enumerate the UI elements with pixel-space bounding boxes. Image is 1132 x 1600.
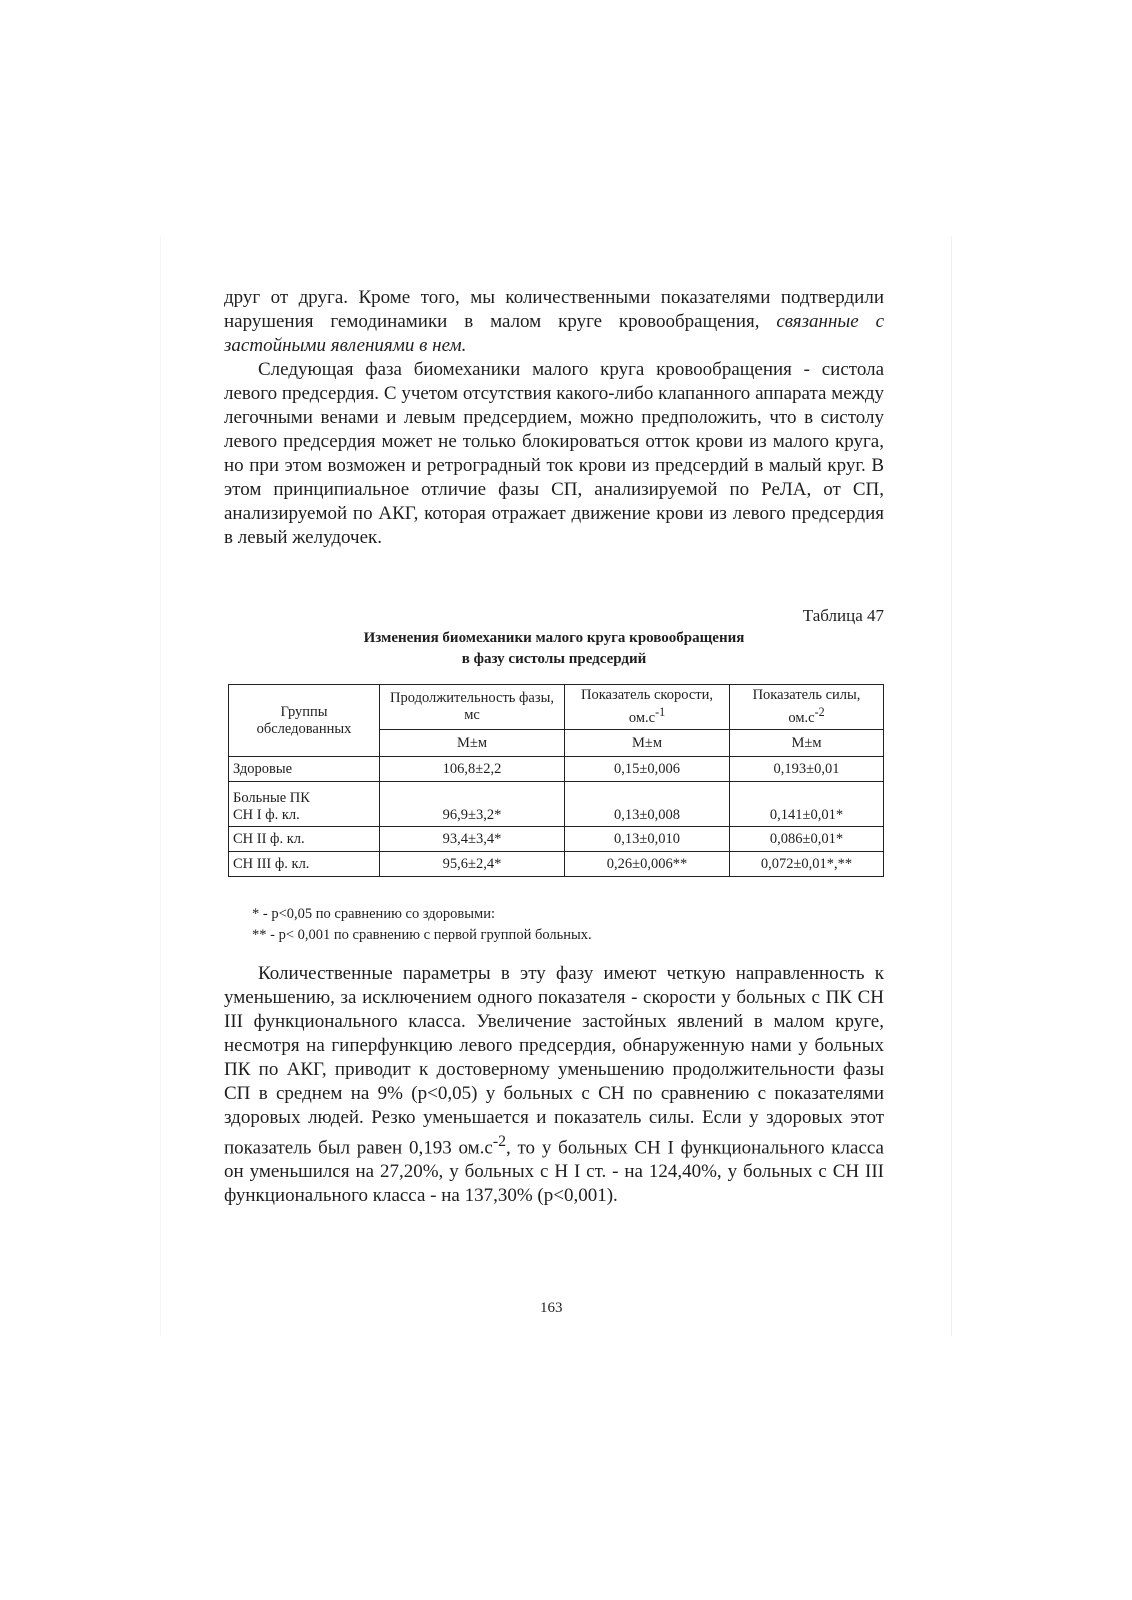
header-speed-sup: -1 bbox=[655, 705, 666, 720]
table-row bbox=[229, 757, 884, 782]
cell-force: 0,141±0,01* bbox=[730, 782, 884, 827]
table-number: Таблица 47 bbox=[802, 606, 884, 625]
cell-force: 0,072±0,01*,** bbox=[730, 852, 884, 877]
header-force-text: Показатель силы, ом.с bbox=[752, 687, 861, 726]
stat-label-3: M±м bbox=[730, 730, 884, 757]
cell-speed: 0,26±0,006** bbox=[565, 852, 730, 877]
page-number: 163 bbox=[540, 1300, 563, 1316]
paragraph-1 bbox=[224, 286, 884, 358]
paragraph-1-italic-text: связанные с застойными явлениями в нем. bbox=[224, 311, 884, 356]
cell-duration: 93,4±3,4* bbox=[380, 827, 565, 852]
header-speed-text: Показатель скорости, ом.с bbox=[580, 687, 714, 726]
paragraph-3-text-b: , то у больных СН I функционального класса он уменьшился на 27,20%, у больных с Н I ст. - на 124,40%, у больных с СН III функционального класса - на 137,30% (p<0,001). bbox=[224, 1137, 884, 1207]
row-label-line-1: Больные ПК bbox=[233, 790, 310, 806]
paragraph-2: Следующая фаза биомеханики малого круга кровообращения - систола левого предсердия. С учетом отсутствия какого-либо клапанного аппарата между легочными венами и левым предсердием, можно предположить, что в систолу левого предсердия может не только блокироваться отток крови из малого круга, но при этом возможен и ретроградный ток крови из предсердий в малый круг. В этом принципиальное отличие фазы СП, анализируемой по РеЛА, от СП, анализируемой по АКГ, которая отражает движение крови из левого предсердия в левый желудочек. bbox=[224, 359, 884, 548]
cell-speed: 0,13±0,008 bbox=[565, 782, 730, 827]
table-header-row bbox=[229, 685, 884, 730]
cell-speed: 0,15±0,006 bbox=[565, 757, 730, 782]
cell-duration: 96,9±3,2* bbox=[380, 782, 565, 827]
cell-force: 0,193±0,01 bbox=[730, 757, 884, 782]
data-table bbox=[228, 684, 884, 877]
header-force-sup: -2 bbox=[814, 705, 825, 720]
row-label: СН II ф. кл. bbox=[229, 827, 380, 852]
body-text-top bbox=[224, 286, 884, 550]
note-1: * - p<0,05 по сравнению со здоровыми: bbox=[252, 906, 495, 922]
header-force bbox=[730, 685, 884, 730]
paragraph-3 bbox=[224, 962, 884, 1208]
row-label: СН III ф. кл. bbox=[229, 852, 380, 877]
stat-label-2: M±м bbox=[565, 730, 730, 757]
row-label bbox=[229, 782, 380, 827]
stat-label-1: M±м bbox=[380, 730, 565, 757]
table-title bbox=[224, 628, 884, 670]
table-notes bbox=[252, 904, 592, 946]
row-label-line-2: СН I ф. кл. bbox=[233, 807, 300, 823]
header-speed bbox=[565, 685, 730, 730]
cell-duration: 106,8±2,2 bbox=[380, 757, 565, 782]
row-label: Здоровые bbox=[229, 757, 380, 782]
body-text-bottom bbox=[224, 962, 884, 1208]
cell-speed: 0,13±0,010 bbox=[565, 827, 730, 852]
header-duration: Продолжительность фазы, мс bbox=[380, 685, 565, 730]
paragraph-1-text: друг от друга. Кроме того, мы количественными показателями подтвердили нарушения гемодинамики в малом круге кровообращения, bbox=[224, 287, 884, 332]
paragraph-3-text-a: Количественные параметры в эту фазу имеют четкую направленность к уменьшению, за исключением одного показателя - скорости у больных с ПК СН III функционального класса. Увеличение застойных явлений в малом круге, несмотря на гиперфункцию левого предсердия, обнаруженную нами у больных ПК по АКГ, приводит к достоверному уменьшению продолжительности фазы СП в среднем на 9% (p<0,05) у больных с СН по сравнению с показателями здоровых людей. Резко уменьшается и показатель силы. Если у здоровых этот показатель был равен 0,193 ом.с bbox=[224, 963, 884, 1159]
cell-force: 0,086±0,01* bbox=[730, 827, 884, 852]
cell-duration: 95,6±2,4* bbox=[380, 852, 565, 877]
paragraph-3-sup: -2 bbox=[492, 1133, 506, 1150]
table-row bbox=[229, 827, 884, 852]
table-title-line-1: Изменения биомеханики малого круга кровообращения bbox=[363, 630, 745, 646]
table-title-line-2: в фазу систолы предсердий bbox=[461, 651, 647, 667]
table-row bbox=[229, 782, 884, 827]
header-groups: Группы обследованных bbox=[229, 685, 380, 757]
table-row bbox=[229, 852, 884, 877]
note-2: ** - p< 0,001 по сравнению с первой группой больных. bbox=[252, 927, 592, 943]
